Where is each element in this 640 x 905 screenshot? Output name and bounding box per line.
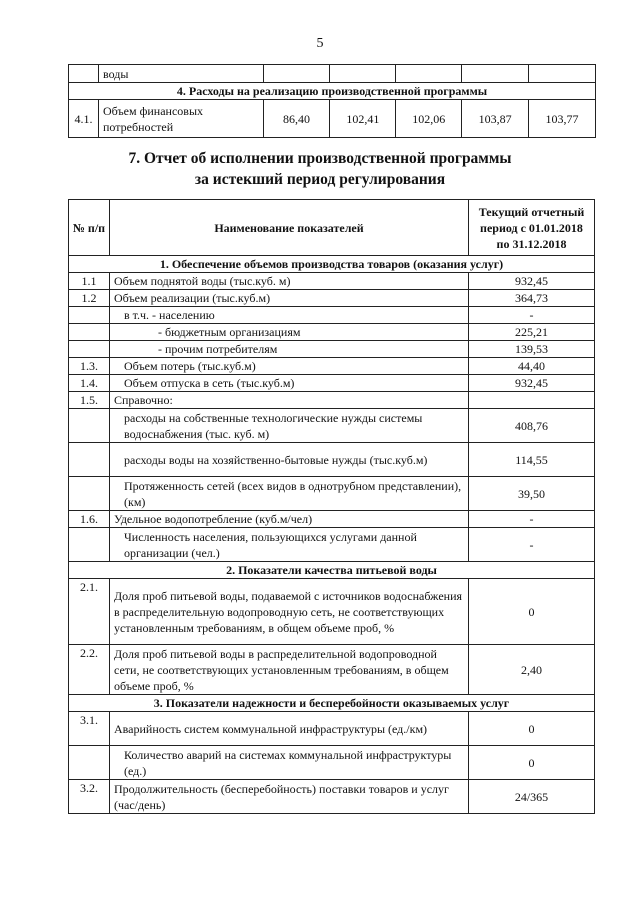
row-number xyxy=(69,307,110,324)
table-row xyxy=(69,358,595,375)
value-cell: 102,41 xyxy=(330,100,396,138)
page-number: 5 xyxy=(316,36,324,51)
header-value: Текущий отчетный период с 01.01.2018 по 31.12.2018 xyxy=(469,200,595,256)
row-name: - прочим потребителям xyxy=(110,341,469,358)
row-name: Продолжительность (бесперебойность) поставки товаров и услуг (час/день) xyxy=(110,780,469,814)
row-value: 932,45 xyxy=(469,273,595,290)
table-row xyxy=(69,392,595,409)
header-name: Наименование показателей xyxy=(110,200,469,256)
table-row xyxy=(69,409,595,443)
financing-table xyxy=(68,64,596,138)
row-value: 225,21 xyxy=(469,324,595,341)
report-title-line-2: за истекший период регулирования xyxy=(194,171,446,188)
section-row xyxy=(69,256,595,273)
table-row xyxy=(69,746,595,780)
row-value: - xyxy=(469,511,595,528)
value-cell: 102,06 xyxy=(396,100,462,138)
value-cell: 103,77 xyxy=(529,100,596,138)
header-row xyxy=(69,200,595,256)
row-value: - xyxy=(469,528,595,562)
row-value: 24/365 xyxy=(469,780,595,814)
table-row xyxy=(69,780,595,814)
row-name: Количество аварий на системах коммунальной инфраструктуры (ед.) xyxy=(110,746,469,780)
row-name: Удельное водопотребление (куб.м/чел) xyxy=(110,511,469,528)
table-row xyxy=(69,645,595,695)
row-number xyxy=(69,324,110,341)
section-row xyxy=(69,562,595,579)
row-name: Справочно: xyxy=(110,392,469,409)
section-1-title: 1. Обеспечение объемов производства товаров (оказания услуг) xyxy=(69,256,595,273)
table-row xyxy=(69,341,595,358)
value-cell: 103,87 xyxy=(462,100,529,138)
row-number xyxy=(69,746,110,780)
section-4-title: 4. Расходы на реализацию производственной программы xyxy=(69,83,596,100)
row-name: Объем реализации (тыс.куб.м) xyxy=(110,290,469,307)
row-number: 1.5. xyxy=(69,392,110,409)
row-name: Численность населения, пользующихся услугами данной организации (чел.) xyxy=(110,528,469,562)
section-row xyxy=(69,83,596,100)
table-row xyxy=(69,511,595,528)
row-number xyxy=(69,528,110,562)
table-row xyxy=(69,712,595,746)
table-row xyxy=(69,273,595,290)
row-value: 0 xyxy=(469,579,595,645)
row-number xyxy=(69,477,110,511)
row-value: 139,53 xyxy=(469,341,595,358)
table-row xyxy=(69,100,596,138)
section-3-title: 3. Показатели надежности и бесперебойности оказываемых услуг xyxy=(69,695,595,712)
row-number: 2.1. xyxy=(69,579,110,645)
row-name: Объем поднятой воды (тыс.куб. м) xyxy=(110,273,469,290)
row-name: расходы на собственные технологические нужды системы водоснабжения (тыс. куб. м) xyxy=(110,409,469,443)
value-cell: 86,40 xyxy=(263,100,330,138)
row-name: Объем отпуска в сеть (тыс.куб.м) xyxy=(110,375,469,392)
row-value xyxy=(469,392,595,409)
table-row xyxy=(69,528,595,562)
header-num: № п/п xyxy=(69,200,110,256)
report-title xyxy=(0,148,640,190)
row-number xyxy=(69,443,110,477)
row-value: 44,40 xyxy=(469,358,595,375)
row-number: 1.4. xyxy=(69,375,110,392)
continued-cell: воды xyxy=(98,65,263,83)
table-row xyxy=(69,443,595,477)
table-row xyxy=(69,307,595,324)
row-number: 1.2 xyxy=(69,290,110,307)
table-row xyxy=(69,290,595,307)
report-table xyxy=(68,199,595,814)
table-row xyxy=(69,324,595,341)
row-value: - xyxy=(469,307,595,324)
section-row xyxy=(69,695,595,712)
report-title-line-1: 7. Отчет об исполнении производственной программы xyxy=(128,150,512,167)
row-name: в т.ч. - населению xyxy=(110,307,469,324)
row-value: 0 xyxy=(469,746,595,780)
section-2-title: 2. Показатели качества питьевой воды xyxy=(69,562,595,579)
row-number: 2.2. xyxy=(69,645,110,695)
row-number: 1.6. xyxy=(69,511,110,528)
row-number xyxy=(69,409,110,443)
table-row xyxy=(69,579,595,645)
row-number: 3.2. xyxy=(69,780,110,814)
row-name: Аварийность систем коммунальной инфраструктуры (ед./км) xyxy=(110,712,469,746)
row-number: 3.1. xyxy=(69,712,110,746)
row-value: 0 xyxy=(469,712,595,746)
row-name: расходы воды на хозяйственно-бытовые нужды (тыс.куб.м) xyxy=(110,443,469,477)
row-value: 2,40 xyxy=(469,645,595,695)
row-value: 114,55 xyxy=(469,443,595,477)
row-name: Объем финансовых потребностей xyxy=(98,100,263,138)
row-name: Доля проб питьевой воды, подаваемой с источников водоснабжения в распределительную водопроводную сеть, не соответствующих установленным требованиям, в общем объеме проб, % xyxy=(110,579,469,645)
table-row xyxy=(69,65,596,83)
row-number xyxy=(69,341,110,358)
row-value: 39,50 xyxy=(469,477,595,511)
table-row xyxy=(69,375,595,392)
row-number: 1.3. xyxy=(69,358,110,375)
row-number: 1.1 xyxy=(69,273,110,290)
row-value: 932,45 xyxy=(469,375,595,392)
table-row xyxy=(69,477,595,511)
row-value: 364,73 xyxy=(469,290,595,307)
row-name: Протяженность сетей (всех видов в однотрубном представлении), (км) xyxy=(110,477,469,511)
row-name: Доля проб питьевой воды в распределительной водопроводной сети, не соответствующих установленным требованиям, в общем объеме проб, % xyxy=(110,645,469,695)
row-name: - бюджетным организациям xyxy=(110,324,469,341)
row-value: 408,76 xyxy=(469,409,595,443)
row-name: Объем потерь (тыс.куб.м) xyxy=(110,358,469,375)
row-number: 4.1. xyxy=(69,100,99,138)
